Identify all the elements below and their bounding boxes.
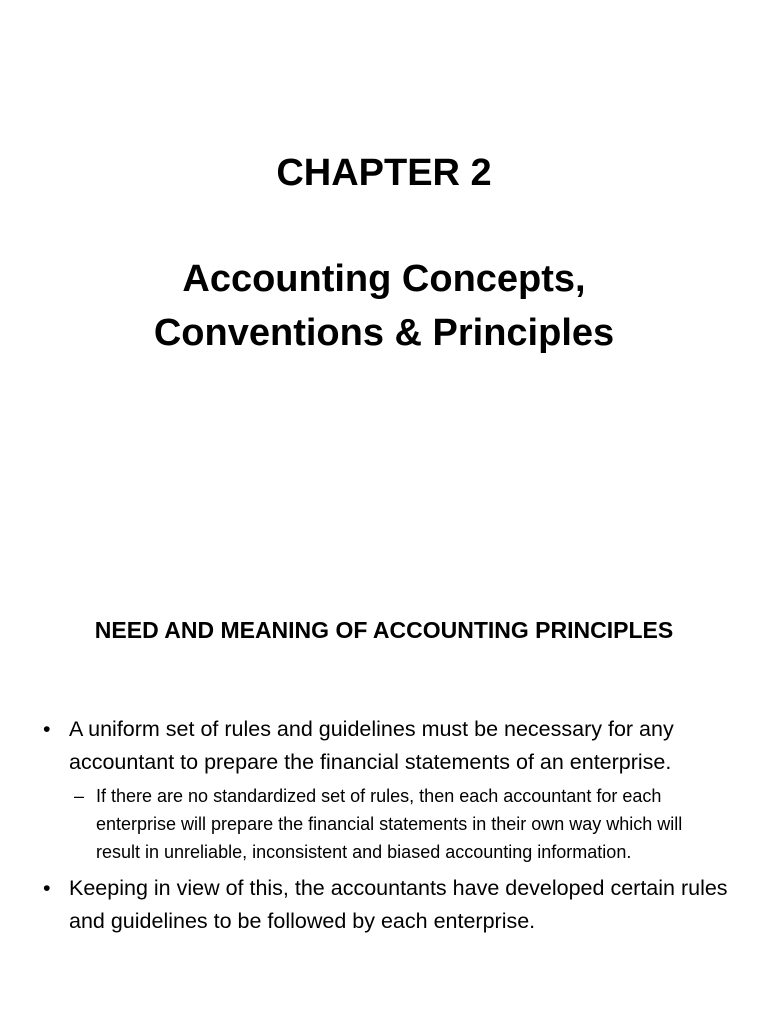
bullet-text: Keeping in view of this, the accountants have developed certain rules and guidelines to be followed by each enterprise. bbox=[69, 876, 728, 933]
sub-bullet-item bbox=[0, 782, 768, 866]
bullet-marker: • bbox=[43, 876, 51, 900]
chapter-subtitle bbox=[0, 252, 768, 360]
bullet-item bbox=[0, 872, 768, 937]
sub-bullet-marker: – bbox=[74, 786, 85, 806]
subtitle-line-1: Accounting Concepts, bbox=[182, 258, 586, 300]
bullet-marker: • bbox=[43, 717, 51, 741]
section-heading: NEED AND MEANING OF ACCOUNTING PRINCIPLES bbox=[94, 617, 674, 643]
bullet-text: A uniform set of rules and guidelines must be necessary for any accountant to prepare the financial statements of an enterprise. bbox=[69, 717, 674, 774]
content-slide bbox=[0, 580, 768, 1024]
bullet-list bbox=[0, 713, 768, 937]
sub-bullet-text: If there are no standardized set of rules, then each accountant for each enterprise will prepare the financial statements in their own way which will result in unreliable, inconsistent and biased accounting information. bbox=[96, 786, 683, 862]
subtitle-line-2: Conventions & Principles bbox=[153, 312, 615, 354]
bullet-item bbox=[0, 713, 768, 778]
chapter-title: CHAPTER 2 bbox=[276, 152, 492, 194]
